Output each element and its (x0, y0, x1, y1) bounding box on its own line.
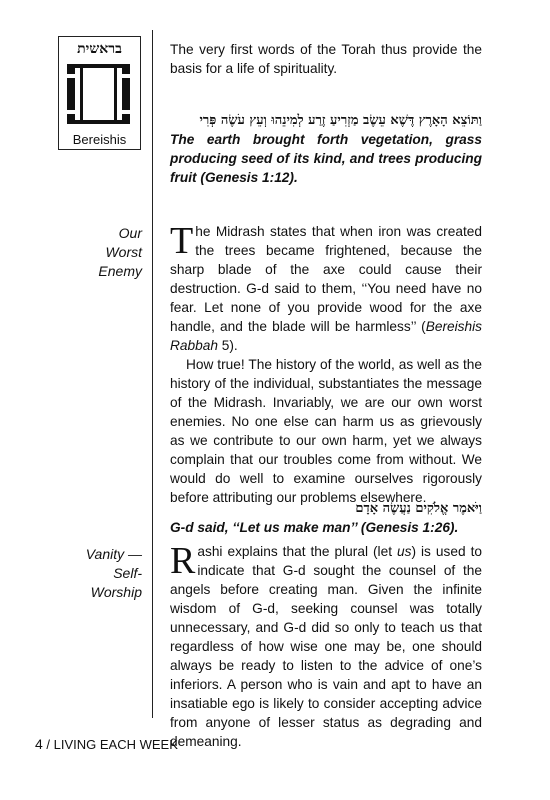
parsha-label: Bereishis (72, 132, 127, 147)
citation: Bereishis Rabbah (170, 319, 482, 353)
section-vanity (170, 542, 482, 751)
verse-block-2 (170, 500, 482, 537)
paragraph-text: he Midrash states that when iron was created the trees became frightened, because the sharp blade of the axe could cause their destruction. G-d said to them, ‘‘You need have no fear. Let none of you provide wood for the axe handle, and the blade will be harmless’’ ( (170, 224, 482, 334)
verse2-english: G-d said, ‘‘Let us make man’’ (Genesis 1:26). (170, 520, 459, 535)
side-label-vanity (70, 545, 142, 602)
side-label-line: Worship (90, 584, 142, 600)
verse1-english: The earth brought forth vegetation, grass producing seed of its kind, and trees producing fruit (Genesis 1:12). (170, 132, 482, 185)
parsha-hebrew-title: בראשית (77, 41, 122, 57)
running-title: / LIVING EACH WEEK (46, 737, 178, 752)
side-label-line: Enemy (98, 263, 142, 279)
intro-paragraph (170, 40, 482, 78)
margin-rule (152, 30, 153, 718)
side-label-worst-enemy (70, 224, 142, 281)
emphasis: us (397, 544, 412, 559)
side-label-line: Self- (113, 565, 142, 581)
dropcap-r: R (170, 540, 196, 582)
paragraph-text: How true! The history of the world, as well as the history of the individual, substantiates the message of the Midrash. Invariably, we are our own worst enemies. No one else can harm us as grievously as we contribute to our own harm, yet we always complain that our troubles come from without. We would do well to examine ourselves rigorously before attributing our problems elsewhere. (170, 357, 482, 505)
torah-scroll-icon (67, 64, 130, 124)
side-label-line: Vanity — (85, 546, 142, 562)
verse2-hebrew: וַיֹּאמֶר אֱלֹקִים נַעֲשֶׂה אָדָם (355, 501, 482, 516)
dropcap-t: T (170, 220, 194, 262)
paragraph-text: 5). (217, 338, 238, 353)
paragraph-text: ) is used to indicate that G-d sought the counsel of the angels before creating man. Given the infinite wisdom of G-d, seeking counsel was totally unnecessary, and G-d did so only to teach us that regardless of how wise one may be, one should always be ready to listen to the advice of one’s inferiors. A person who is vain and apt to have an insatiable ego is likely to consider accepting advice from anyone of lesser status as degrading and demeaning. (170, 544, 482, 749)
page-footer (35, 736, 178, 752)
intro-text: The very first words of the Torah thus provide the basis for a life of spirituality. (170, 42, 482, 76)
page-number: 4 (35, 736, 43, 752)
paragraph-text: ashi explains that the plural (let (197, 544, 397, 559)
side-label-line: Worst (105, 244, 142, 260)
side-label-line: Our (118, 225, 142, 241)
verse-block-1 (170, 112, 482, 187)
section-worst-enemy (170, 222, 482, 507)
parsha-box (58, 36, 141, 150)
verse1-hebrew: וַתּוֹצֵא הָאָרֶץ דֶּשֶׁא עֵשֶׂב מַזְרִיעַ זֶרַע לְמִינֵהוּ וְעֵץ עֹשֶׂה פְּרִי (199, 113, 482, 128)
